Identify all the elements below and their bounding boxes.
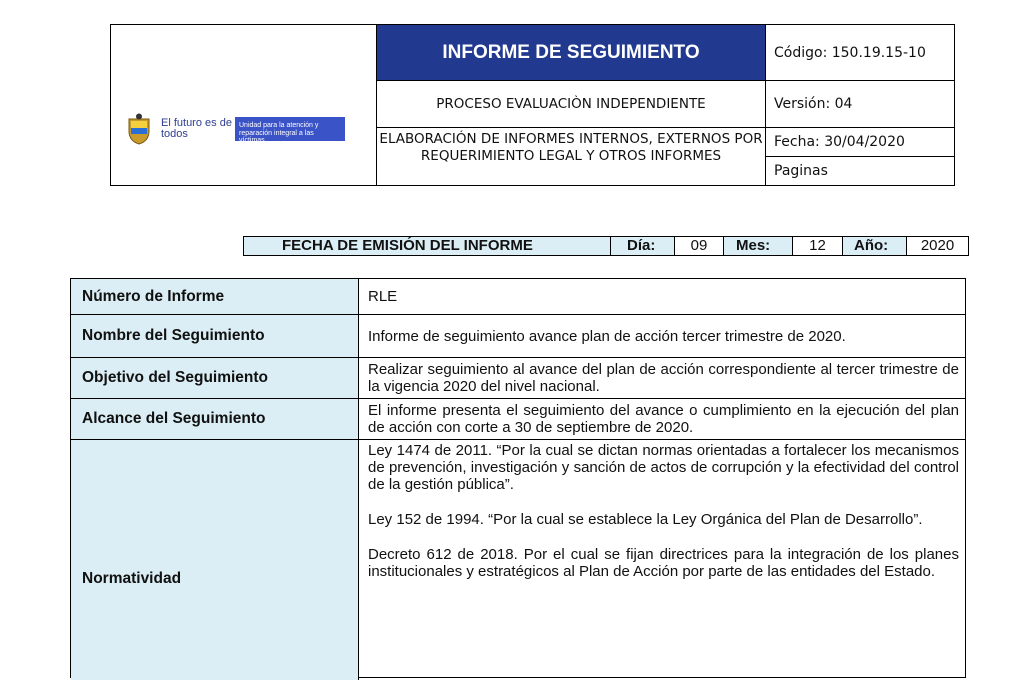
row-value: RLE <box>368 288 398 305</box>
emission-date-bar <box>243 236 969 256</box>
report-info-table <box>70 278 966 678</box>
day-value: 09 <box>674 237 724 255</box>
day-label: Día: <box>627 237 656 254</box>
row-value: Realizar seguimiento al avance del plan de acción correspondiente al tercer trimestre de la vigencia 2020 del nivel nacional. <box>368 361 959 395</box>
logo-unit-name: Unidad para la atención y reparación integral a las víctimas <box>235 117 345 141</box>
row-label: Normatividad <box>71 440 359 680</box>
row-label: Alcance del Seguimiento <box>71 399 359 439</box>
divider <box>610 237 611 255</box>
row-value: El informe presenta el seguimiento del avance o cumplimiento en la ejecución del plan de acción con corte a 30 de septiembre de 2020. <box>368 402 959 436</box>
coat-of-arms-icon <box>125 113 153 145</box>
institution-logo <box>121 111 373 147</box>
month-label: Mes: <box>736 237 771 254</box>
row-label: Nombre del Seguimiento <box>71 315 359 357</box>
table-row <box>71 358 965 399</box>
row-label: Objetivo del Seguimiento <box>71 358 359 398</box>
document-code: Código: 150.19.15-10 <box>766 25 954 81</box>
table-row <box>71 315 965 358</box>
document-header <box>110 24 955 186</box>
document-pages: Paginas <box>774 163 828 179</box>
month-value: 12 <box>792 237 843 255</box>
logo-slogan: El futuro es de todos <box>161 117 232 140</box>
logo-cell <box>111 25 377 185</box>
norm-paragraph: Ley 152 de 1994. “Por la cual se establece la Ley Orgánica del Plan de Desarrollo”. <box>368 511 923 528</box>
document-date: Fecha: 30/04/2020 <box>766 128 954 157</box>
process-name: PROCESO EVALUACIÒN INDEPENDIENTE <box>377 81 765 128</box>
table-row <box>71 399 965 440</box>
document-title: INFORME DE SEGUIMIENTO <box>377 25 765 81</box>
norm-paragraph: Ley 1474 de 2011. “Por la cual se dictan normas orientadas a fortalecer los mecanismos de prevención, investigación y sanción de actos de corrupción y la efectividad del control de la gestión pública”. <box>368 442 959 493</box>
document-version: Versión: 04 <box>766 81 954 128</box>
row-value: Informe de seguimiento avance plan de acción tercer trimestre de 2020. <box>368 327 846 345</box>
year-label: Año: <box>854 237 889 254</box>
norm-paragraph: Decreto 612 de 2018. Por el cual se fijan directrices para la integración de los planes institucionales y estratégicos al Plan de Acción por parte de las entidades del Estado. <box>368 546 959 580</box>
header-middle <box>377 25 766 185</box>
table-row <box>71 279 965 315</box>
elaboration-text: ELABORACIÓN DE INFORMES INTERNOS, EXTERNOS POR REQUERIMIENTO LEGAL Y OTROS INFORMES <box>379 131 763 164</box>
table-row <box>71 440 965 680</box>
row-label: Número de Informe <box>71 279 359 314</box>
header-metadata <box>766 25 954 185</box>
year-value: 2020 <box>906 237 968 255</box>
emission-label: FECHA DE EMISIÓN DEL INFORME <box>282 237 533 254</box>
row-value <box>359 440 965 680</box>
